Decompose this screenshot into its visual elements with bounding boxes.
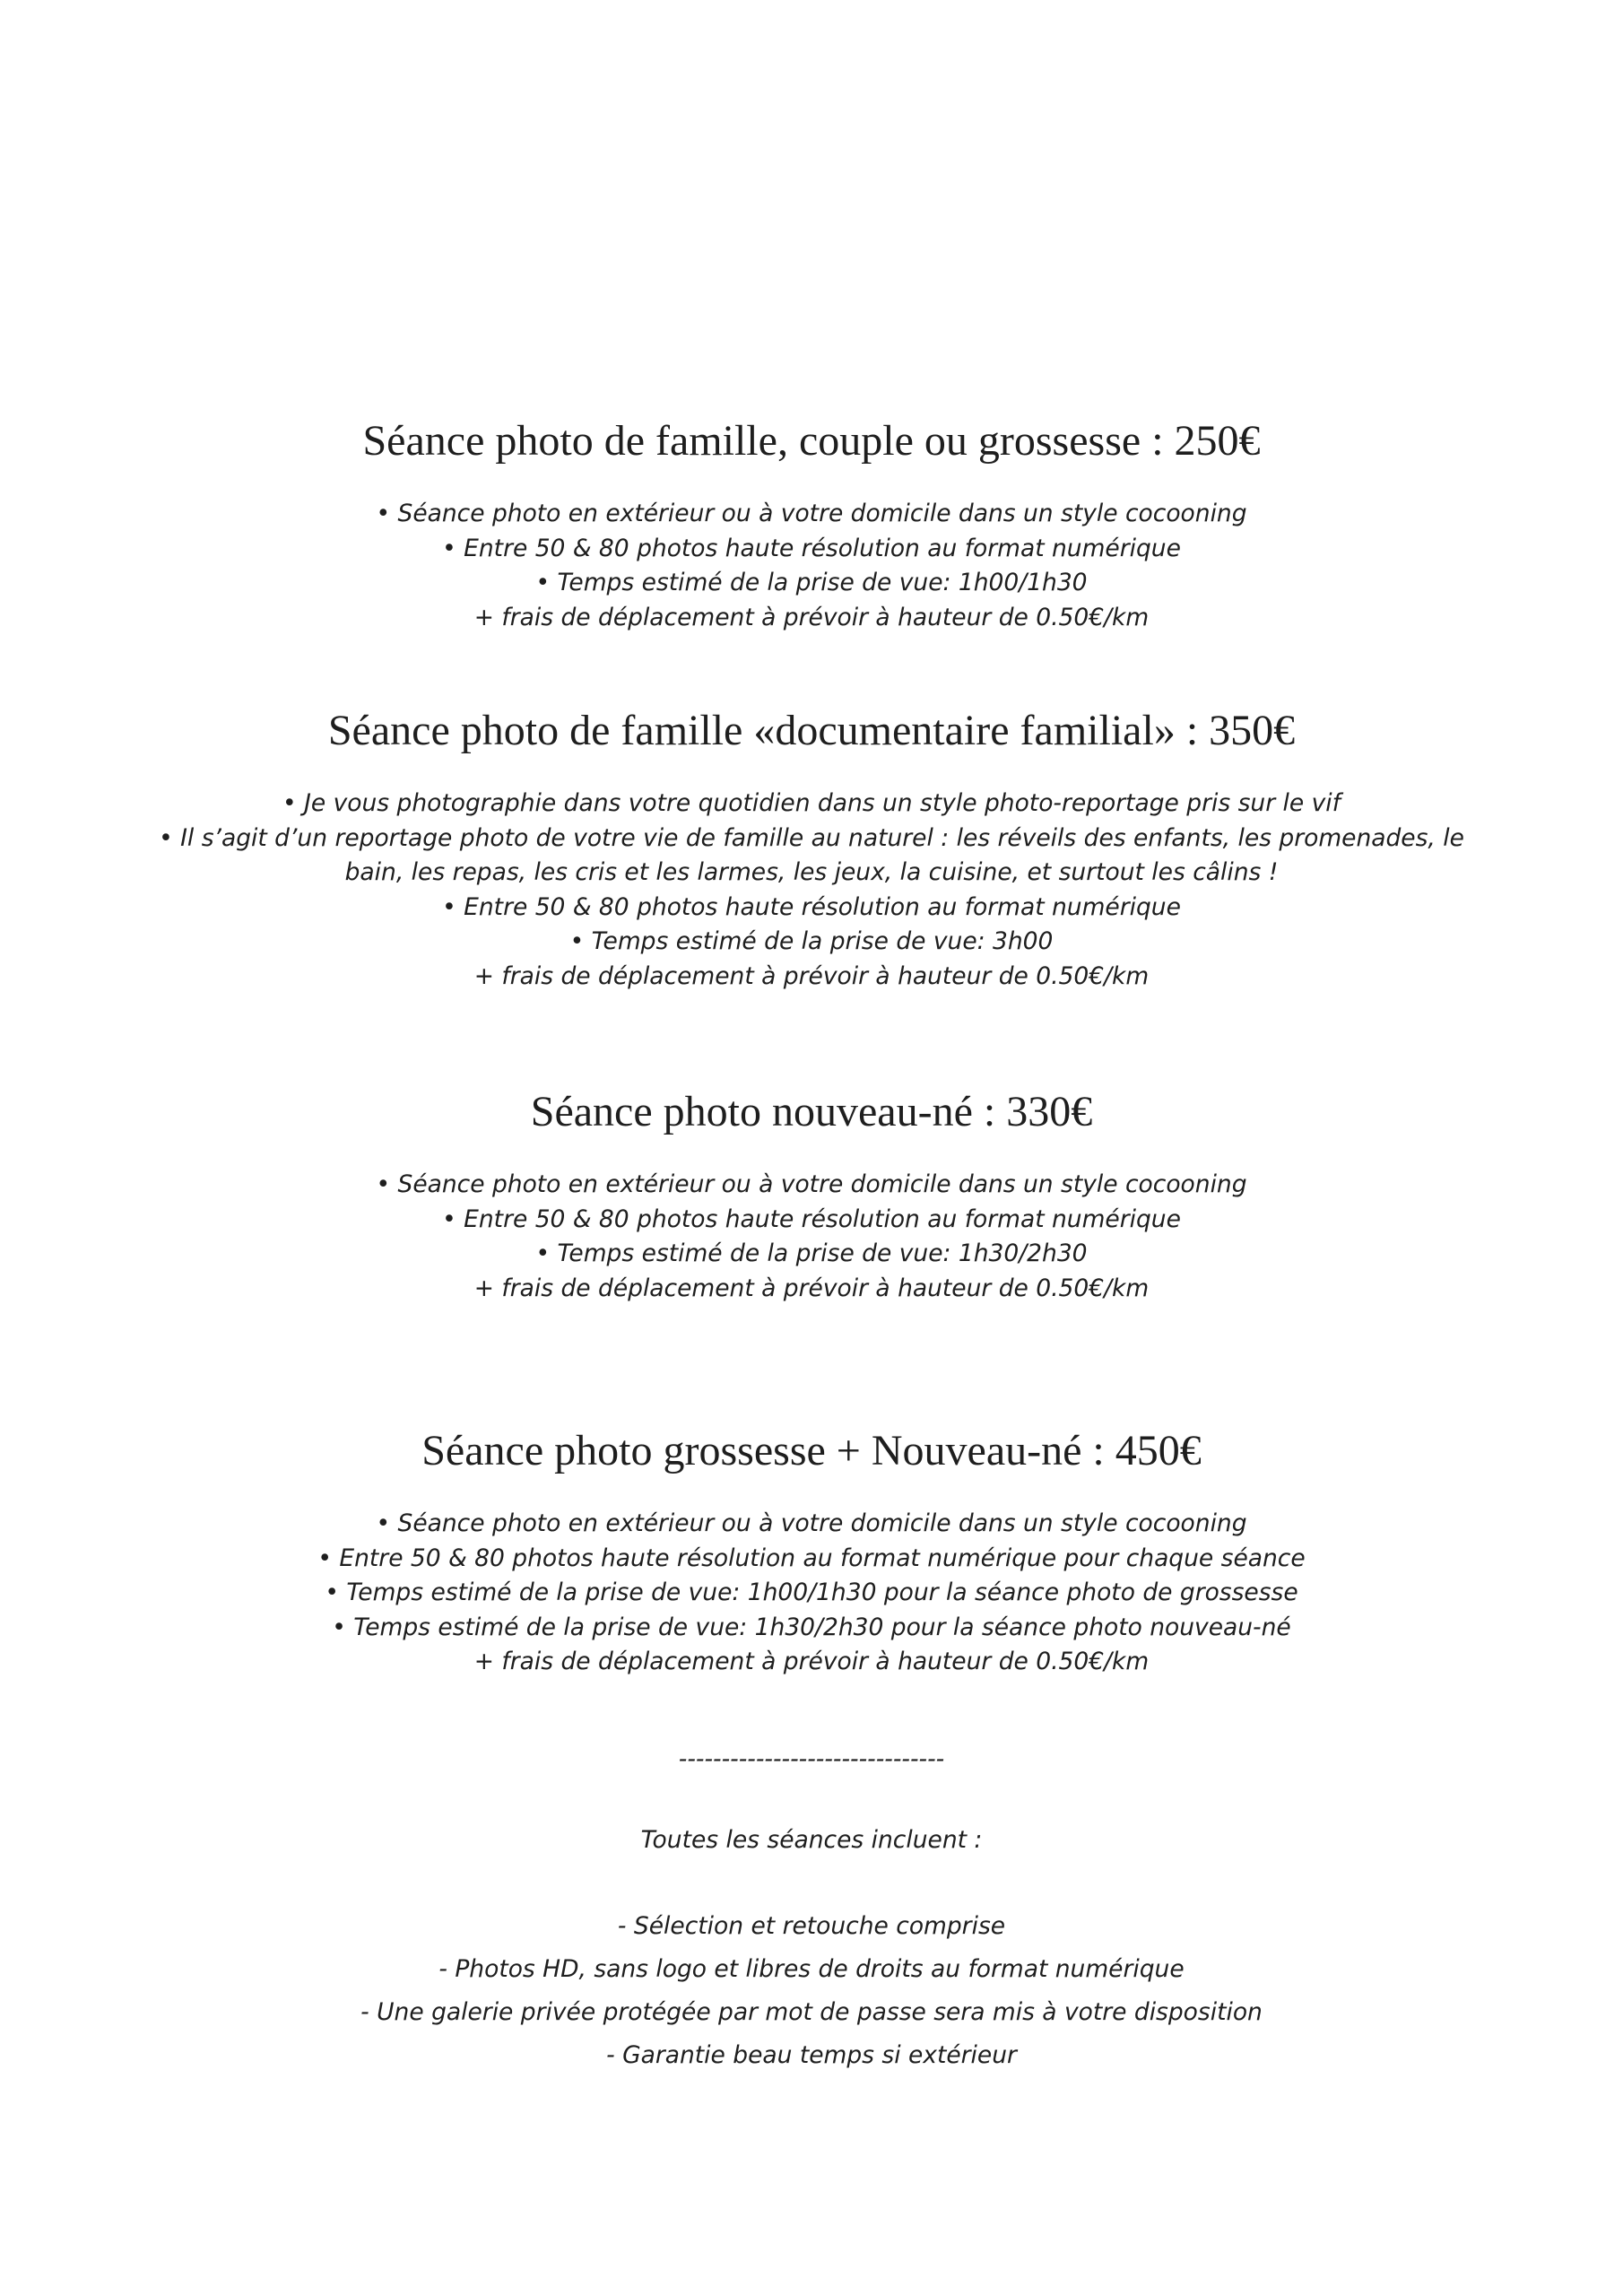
included-list <box>0 1905 1623 2077</box>
detail-line: + frais de déplacement à prévoir à hauteur de 0.50€/km <box>473 1274 1150 1302</box>
detail-line: • Séance photo en extérieur ou à votre domicile dans un style cocooning <box>376 500 1247 527</box>
section-family-couple-pregnancy <box>0 414 1623 635</box>
section-title: Séance photo nouveau-né : 330€ <box>530 1088 1093 1135</box>
section-pregnancy-newborn <box>0 1424 1623 1680</box>
detail-line: • Entre 50 & 80 photos haute résolution au format numérique <box>442 534 1181 562</box>
section-title: Séance photo de famille, couple ou grossesse : 250€ <box>362 417 1261 465</box>
detail-line: • Séance photo en extérieur ou à votre domicile dans un style cocooning <box>376 1509 1247 1537</box>
section-details <box>0 1168 1623 1306</box>
detail-line: • Temps estimé de la prise de vue: 1h30/2h30 pour la séance photo nouveau-né <box>332 1613 1291 1641</box>
section-details <box>0 1507 1623 1680</box>
included-item: - Photos HD, sans logo et libres de droits au format numérique <box>438 1955 1185 1983</box>
detail-line: • Temps estimé de la prise de vue: 3h00 <box>569 927 1054 955</box>
included-item: - Une galerie privée protégée par mot de passe sera mis à votre disposition <box>360 1998 1263 2026</box>
section-title: Séance photo grossesse + Nouveau-né : 450€ <box>421 1427 1202 1474</box>
detail-line: • Séance photo en extérieur ou à votre domicile dans un style cocooning <box>376 1170 1247 1198</box>
detail-line: • Temps estimé de la prise de vue: 1h00/1h30 pour la séance photo de grossesse <box>325 1578 1298 1606</box>
detail-line: • Il s’agit d’un reportage photo de votre vie de famille au naturel : les réveils des enfants, les promenades, le bain, les repas, les cris et les larmes, les jeux, la cuisine, et surtout les câlins ! <box>159 823 1464 886</box>
detail-line: + frais de déplacement à prévoir à hauteur de 0.50€/km <box>473 1648 1150 1675</box>
section-title: Séance photo de famille «documentaire familial» : 350€ <box>327 707 1296 754</box>
detail-line: • Entre 50 & 80 photos haute résolution au format numérique <box>442 892 1181 921</box>
detail-line: • Entre 50 & 80 photos haute résolution au format numérique <box>442 1205 1181 1233</box>
detail-line: + frais de déplacement à prévoir à hauteur de 0.50€/km <box>473 603 1150 631</box>
included-item: - Garantie beau temps si extérieur <box>606 2041 1017 2069</box>
included-item: - Sélection et retouche comprise <box>617 1912 1006 1940</box>
detail-line: • Entre 50 & 80 photos haute résolution au format numérique pour chaque séance <box>317 1544 1306 1572</box>
detail-line: • Je vous photographie dans votre quotidien dans un style photo-reportage pris sur le vif <box>282 789 1341 817</box>
section-details <box>0 497 1623 635</box>
included-intro: Toutes les séances incluent : <box>640 1826 983 1854</box>
detail-line: • Temps estimé de la prise de vue: 1h00/1h30 <box>535 569 1088 596</box>
section-family-documentary <box>0 704 1623 994</box>
section-details <box>0 787 1623 994</box>
detail-line: + frais de déplacement à prévoir à hauteur de 0.50€/km <box>473 961 1150 990</box>
section-newborn <box>0 1085 1623 1306</box>
detail-line: • Temps estimé de la prise de vue: 1h30/2h30 <box>535 1239 1088 1267</box>
divider: ------------------------------- <box>678 1745 945 1773</box>
